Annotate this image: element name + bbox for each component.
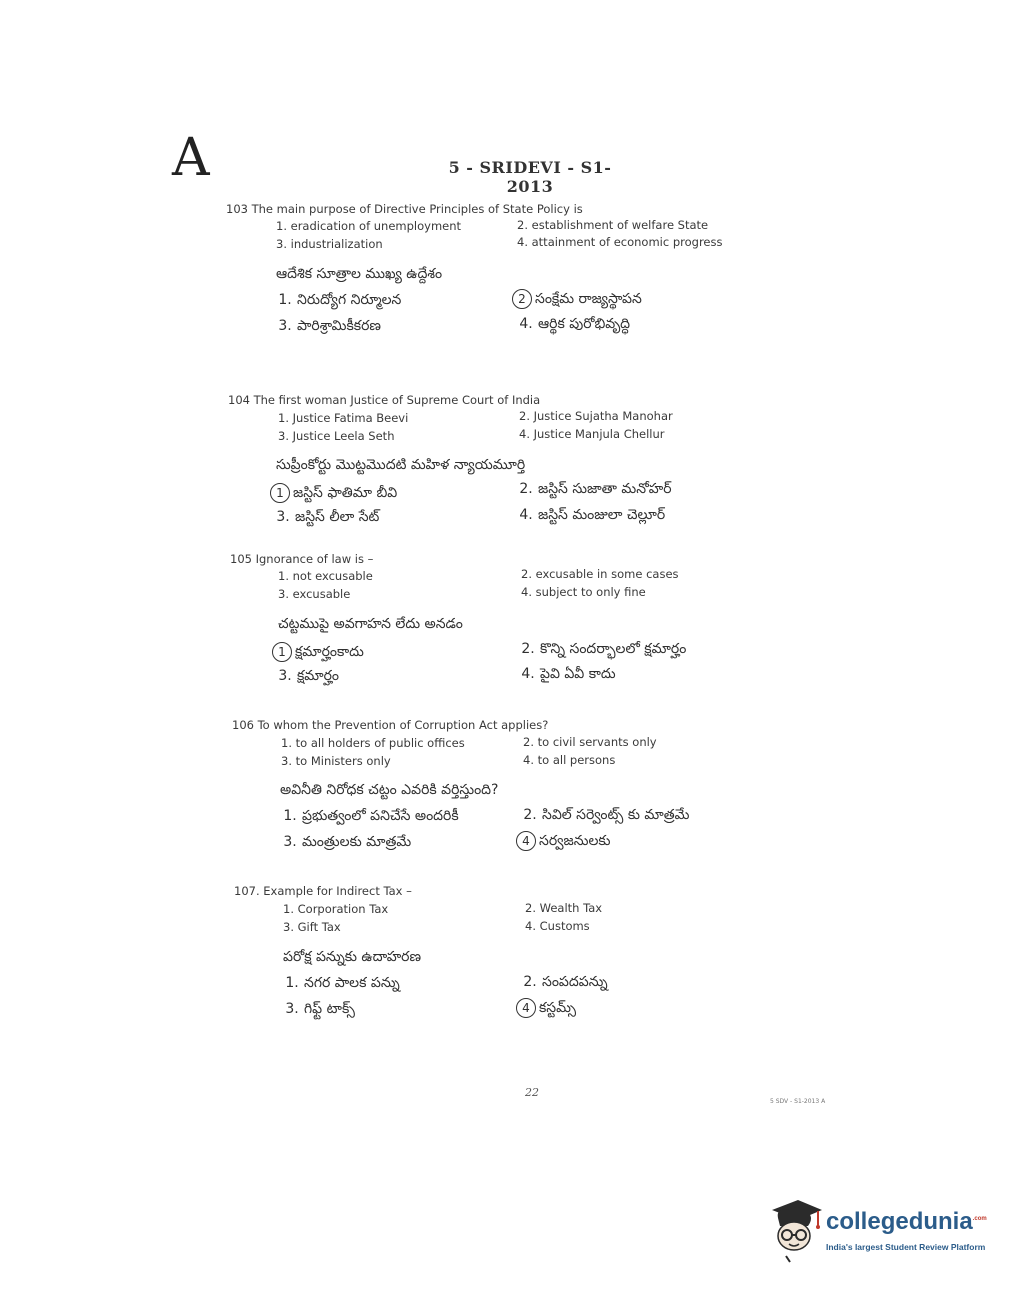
option-en-2: 2. Wealth Tax: [525, 901, 603, 915]
option-en-3: 3. Justice Leela Seth: [278, 429, 395, 443]
question-stem: 105 Ignorance of law is –: [230, 552, 374, 566]
option-en-1: 1. not excusable: [278, 569, 373, 583]
question-stem-telugu: సుప్రీంకోర్టు మొట్టమొదటి మహిళ న్యాయమూర్తి: [276, 457, 526, 473]
option-en-3: 3. excusable: [278, 587, 351, 601]
question-stem-telugu: చట్టముపై అవగాహన లేదు అనడం: [278, 616, 463, 632]
option-te-4: 4. జస్టిస్ మంజులా చెల్లూర్: [519, 507, 666, 523]
option-te-2-marked: 2 సంక్షేమ రాజ్యస్థాపన: [512, 289, 642, 310]
option-en-3: 3. industrialization: [276, 237, 383, 251]
option-te-2: 2. జస్టిస్ సుజాతా మనోహర్: [519, 481, 672, 497]
question-stem-telugu: అవినీతి నిరోధక చట్టం ఎవరికి వర్తిస్తుంది?: [280, 782, 499, 798]
option-en-4: 4. Justice Manjula Chellur: [519, 427, 665, 441]
option-en-4: 4. attainment of economic progress: [517, 235, 723, 249]
option-te-3: 3. జస్టిస్ లీలా సేట్: [276, 509, 380, 525]
question-stem: 106 To whom the Prevention of Corruption Act applies?: [232, 718, 549, 732]
page-number: 22: [525, 1086, 539, 1099]
question-stem: 104 The first woman Justice of Supreme Court of India: [228, 393, 541, 407]
question-stem-telugu: పరోక్ష పన్నుకు ఉదాహరణ: [283, 949, 422, 965]
logo-tagline: India's largest Student Review Platform: [826, 1242, 986, 1252]
answer-circle: 1: [272, 642, 292, 662]
option-te-1: 1. నగర పాలక పన్ను: [285, 975, 400, 991]
option-te-4: 4. పైవి ఏవీ కాదు: [521, 666, 616, 682]
option-en-2: 2. excusable in some cases: [521, 567, 679, 581]
option-en-4: 4. subject to only fine: [521, 585, 646, 599]
option-te-1-marked: 1 క్షమార్హంకాదు: [272, 642, 364, 663]
option-en-4: 4. Customs: [525, 919, 590, 933]
option-te-3: 3. గిఫ్ట్ టాక్స్: [285, 1001, 355, 1017]
option-en-3: 3. to Ministers only: [281, 754, 391, 768]
option-en-2: 2. establishment of welfare State: [517, 218, 709, 232]
answer-circle: 2: [512, 289, 532, 309]
option-en-2: 2. to civil servants only: [523, 735, 657, 749]
set-letter: A: [172, 128, 210, 188]
answer-circle: 4: [516, 998, 536, 1018]
option-en-4: 4. to all persons: [523, 753, 616, 767]
option-te-2: 2. సంపదపన్ను: [523, 974, 608, 990]
option-en-1: 1. eradication of unemployment: [276, 219, 462, 233]
collegedunia-logo[interactable]: [768, 1196, 998, 1266]
option-te-4-marked: 4 సర్వజనులకు: [516, 831, 611, 852]
option-en-1: 1. Justice Fatima Beevi: [278, 411, 409, 425]
option-te-1: 1. నిరుద్యోగ నిర్మూలన: [278, 292, 402, 308]
option-te-3: 3. మంత్రులకు మాత్రమే: [283, 834, 412, 850]
option-en-3: 3. Gift Tax: [283, 920, 341, 934]
option-te-3: 3. పారిశ్రామికీకరణ: [278, 318, 381, 334]
footer-code: 5 SDV - S1-2013 A: [770, 1098, 826, 1105]
logo-wordmark: collegedunia$^{.com}$: [826, 1208, 987, 1235]
option-te-4: 4. ఆర్థిక పురోభివృద్ధి: [519, 316, 631, 332]
option-te-1: 1. ప్రభుత్వంలో పనిచేసే అందరికీ: [283, 808, 459, 824]
paper-title: 5 - SRIDEVI - S1-2013: [448, 158, 612, 196]
option-en-1: 1. to all holders of public offices: [281, 736, 465, 750]
question-stem-telugu: ఆదేశిక సూత్రాల ముఖ్య ఉద్దేశం: [276, 266, 443, 282]
option-te-1-marked: 1 జస్టిస్ ఫాతిమా బీవి: [270, 483, 397, 504]
question-stem: 107. Example for Indirect Tax –: [234, 884, 412, 898]
question-stem: 103 The main purpose of Directive Principles of State Policy is: [226, 202, 583, 216]
option-en-2: 2. Justice Sujatha Manohar: [519, 409, 673, 423]
option-en-1: 1. Corporation Tax: [283, 902, 389, 916]
option-te-2: 2. కొన్ని సందర్భాలలో క్షమార్హం: [521, 641, 687, 657]
logo-suffix: .com: [972, 1216, 987, 1222]
option-te-2: 2. సివిల్ సర్వెంట్స్ కు మాత్రమే: [523, 807, 690, 823]
answer-circle: 4: [516, 831, 536, 851]
mascot-icon: [768, 1196, 824, 1266]
answer-circle: 1: [270, 483, 290, 503]
option-te-4-marked: 4 కస్టమ్స్: [516, 998, 576, 1019]
option-te-3: 3. క్షమార్హం: [278, 668, 340, 684]
